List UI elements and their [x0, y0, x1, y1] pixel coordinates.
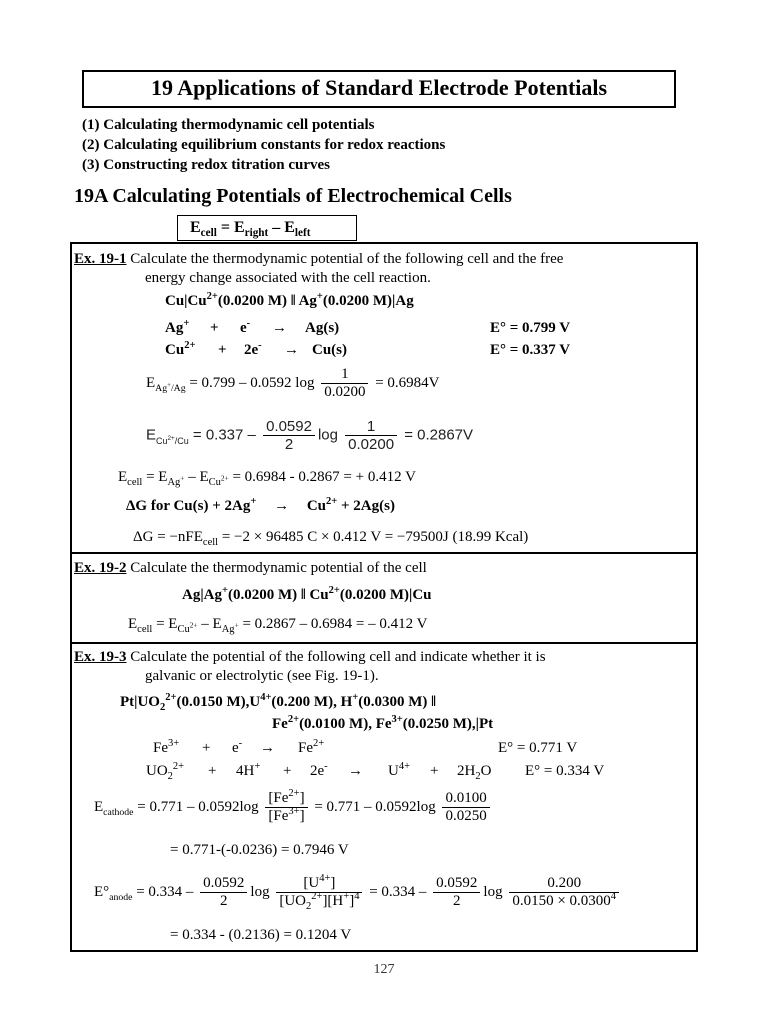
ex3-cell-notation-2: $Fe^{2+}(0.0100$ M), $Fe^{3+}(0.0250$ M),|Pt: [272, 714, 494, 732]
ex3-r2-water: $2H_2O$: [457, 763, 492, 782]
ex3-statement: Ex. 19-3 Calculate the potential of the following cell and indicate whether it is: [74, 649, 546, 665]
ex1-equation-cu: $E_{Cu^{2+}/Cu} = 0.337$ – $\frac{0.0592}{2}$ log $\frac{1}{0.0200}$ = 0.2867V: [146, 418, 474, 454]
ex1-statement: Ex. 19-1 Calculate the thermodynamic potential of the following cell and the free: [74, 251, 564, 267]
ex3-cathode-result: = 0.771-(-0.0236) = 0.7946 V: [170, 842, 349, 858]
ex1-r2-plus: +: [218, 342, 227, 358]
ex2-statement: Ex. 19-2 Calculate the thermodynamic potential of the cell: [74, 560, 427, 576]
ex3-anode-equation: $E^\circ_{anode} = 0.334$ – $\frac{0.0592}{2}$ log $\frac{[U^{4+}]}{[UO_2^{2+}][H^+]^4}$ = 0.334 – $\frac{0.0592}{2}$ log $\frac{0.200}{0.0150 \times 0.0300^4}$: [94, 875, 622, 911]
ex1-dg-reaction: ΔG for $Cu(s) + 2Ag^+ \to Cu^{2+} + 2Ag(s)$: [126, 496, 395, 514]
ex1-statement-cont: energy change associated with the cell reaction.: [145, 270, 431, 286]
ex3-label: Ex. 19-3: [74, 649, 127, 665]
ex2-cell-notation: Ag|Ag+(0.0200 M) ‖ $Cu^{2+}(0.0200$ M)|Cu: [182, 585, 432, 603]
ex1-ecell-equation: $E_{cell} = E_{Ag^+} - E_{Cu^{2+}} = 0.6984 - 0.2867$ = + 0.412 V: [118, 469, 416, 488]
ex3-cathode-equation: $E_{cathode} = 0.771 - 0.0592\log$ $\frac{[Fe^{2+}]}{[Fe^{3+}]}$ = 0.771 – 0.0592log $\frac{0.0100}{0.0250}$: [94, 790, 493, 826]
ex1-half-reaction-cu: $Cu^{2+}$: [165, 340, 196, 358]
ex1-r1-potential: E° = 0.799 V: [490, 320, 571, 336]
ex1-equation-ag: $E_{Ag^+/Ag} = 0.799 - 0.0592$ log $\frac{1}{0.0200}$ = 0.6984V: [146, 366, 440, 401]
ex3-r2-plus: +: [208, 763, 217, 779]
ex3-r2-protons: 4H+: [236, 761, 261, 779]
objective-1: (1) Calculating thermodynamic cell potentials: [82, 117, 375, 133]
ex3-r1-electron: e-: [232, 738, 243, 756]
objective-2: (2) Calculating equilibrium constants for redox reactions: [82, 137, 446, 153]
ex1-dg-calculation: ΔG = −nFE$_{cell}$ = −2 × 96485 C × 0.412 V = −79500J (18.99 Kcal): [133, 529, 529, 548]
ex1-cell-notation: $Cu|Cu^{2+}(0.0200$ M) ‖ Ag+(0.0200 M)|Ag: [165, 291, 414, 309]
ex1-r1-arrow: →: [272, 320, 287, 336]
ex1-r2-potential: E° = 0.337 V: [490, 342, 571, 358]
ex3-anode-result: = 0.334 - (0.2136) = 0.1204 V: [170, 927, 352, 943]
ex1-label: Ex. 19-1: [74, 251, 127, 267]
ex3-r1-plus: +: [202, 740, 211, 756]
ex3-r2-plus-3: +: [430, 763, 439, 779]
ex3-r1-product: $Fe^{2+}$: [298, 738, 325, 756]
objective-3: (3) Constructing redox titration curves: [82, 157, 331, 173]
formula-text: $E_{cell} = E_{right} - E_{left}$: [190, 219, 311, 240]
ex2-ecell-equation: $E_{cell} = E_{Cu^{2+}} - E_{Ag^+} = 0.2867 - 0.6984$ = – 0.412 V: [128, 616, 428, 635]
page-number: 127: [373, 962, 395, 977]
ex3-r1-potential: E° = 0.771 V: [498, 740, 578, 756]
ex3-r2-potential: E° = 0.334 V: [525, 763, 605, 779]
ex1-r2-electron: 2e-: [244, 340, 262, 358]
ex3-statement-cont: galvanic or electrolytic (see Fig. 19-1).: [145, 668, 379, 684]
ex3-r2-product: $U^{4+}$: [388, 761, 411, 779]
ex1-r1-electron: e-: [240, 318, 251, 336]
ex3-r2-electron: 2e-: [310, 761, 328, 779]
ex2-label: Ex. 19-2: [74, 560, 127, 576]
section-heading: 19A Calculating Potentials of Electrochemical Cells: [74, 185, 512, 207]
page-title: 19 Applications of Standard Electrode Potentials: [150, 75, 608, 100]
ex3-r1-species: $Fe^{3+}$: [153, 738, 180, 756]
ex3-r2-arrow: →: [348, 763, 363, 779]
ex1-r1-plus: +: [210, 320, 219, 336]
ex3-r2-plus-2: +: [283, 763, 292, 779]
ex1-r1-product: Ag(s): [305, 320, 340, 336]
ex3-cell-notation-1: $Pt|UO_2^{2+}(0.0150$ $M),U^{4+}(0.200$ M), H+(0.0300 M) ‖: [120, 692, 436, 713]
ex1-r2-arrow: →: [284, 342, 299, 358]
ex3-r2-species: $UO_2^{2+}$: [146, 761, 185, 782]
ex3-r1-arrow: →: [260, 740, 275, 756]
ex1-r2-product: Cu(s): [312, 342, 348, 358]
ex1-half-reaction-ag: Ag+: [165, 318, 190, 336]
